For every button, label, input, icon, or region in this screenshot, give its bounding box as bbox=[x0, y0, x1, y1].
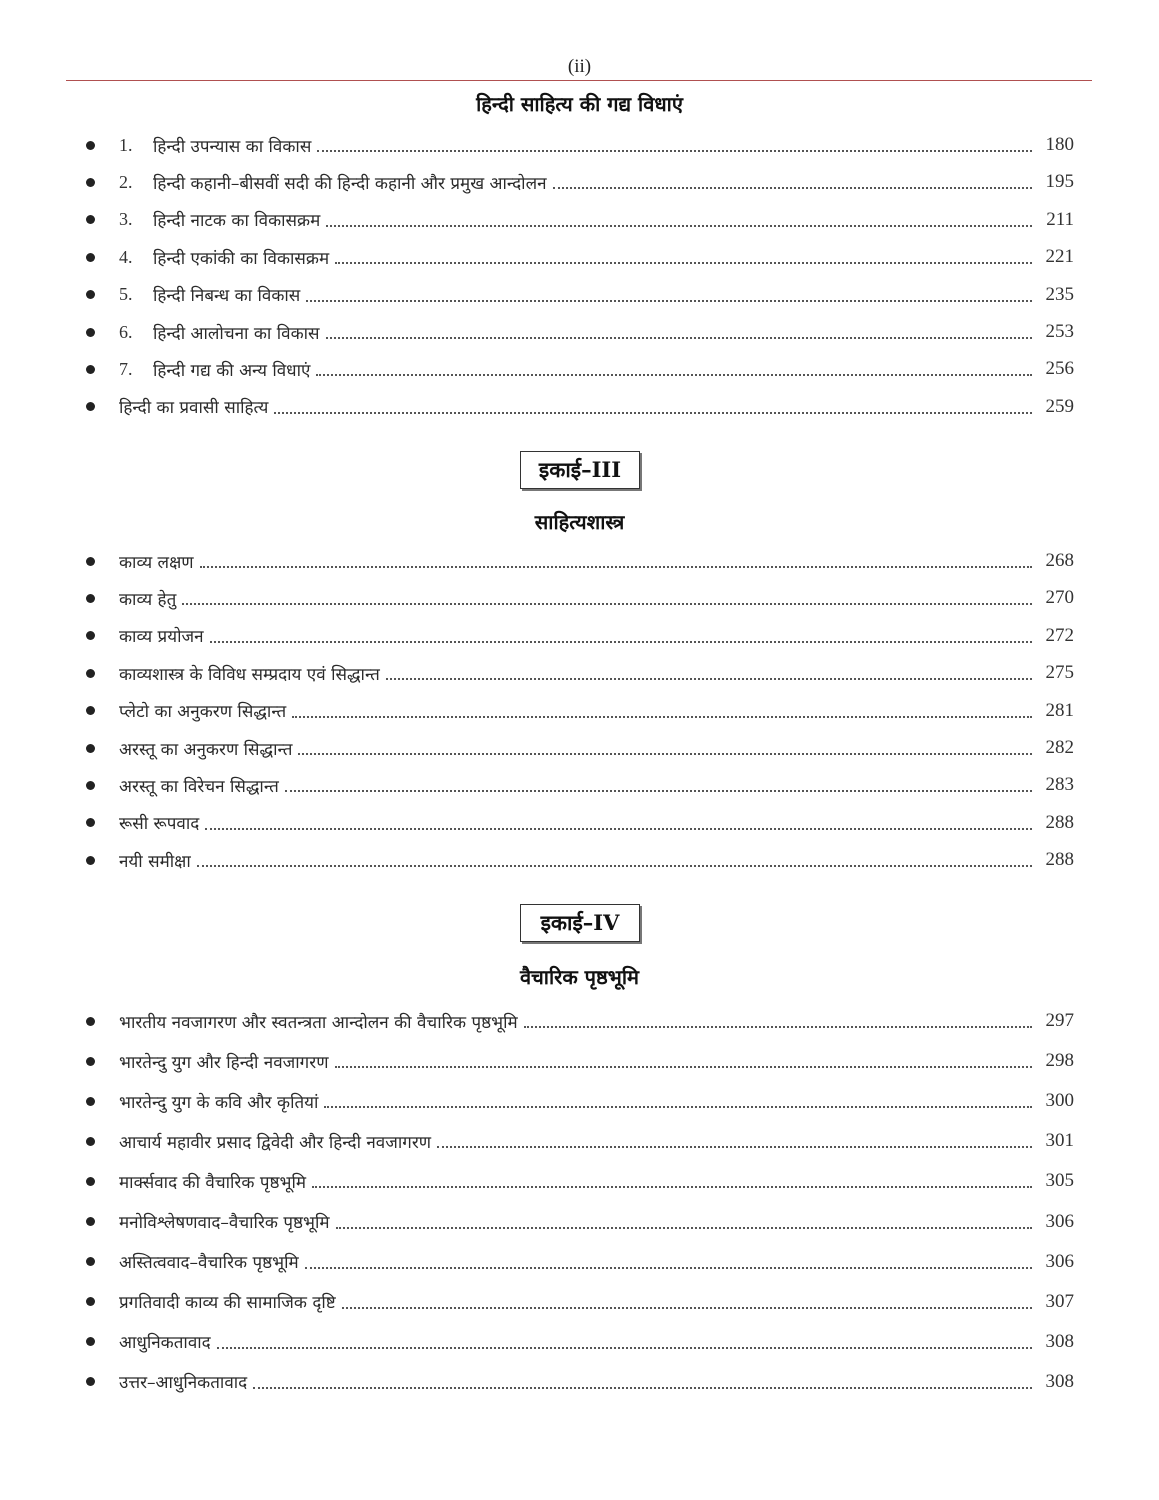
toc-entry[interactable] bbox=[80, 808, 1074, 838]
dot-leader bbox=[342, 1307, 1032, 1309]
entry-title: हिन्दी का प्रवासी साहित्य bbox=[119, 398, 269, 419]
dot-leader bbox=[305, 1267, 1032, 1269]
dot-leader bbox=[336, 1227, 1032, 1229]
entry-page-number: 253 bbox=[1045, 321, 1074, 342]
dot-leader bbox=[317, 150, 1032, 152]
dot-leader bbox=[312, 1186, 1032, 1188]
toc-entry[interactable] bbox=[80, 621, 1074, 651]
bullet-icon bbox=[86, 328, 95, 337]
bullet-icon bbox=[86, 1017, 95, 1026]
bullet-icon bbox=[86, 1297, 95, 1306]
entry-page-number: 259 bbox=[1045, 395, 1074, 417]
entry-page-number: 282 bbox=[1045, 737, 1074, 758]
dot-leader bbox=[298, 753, 1032, 755]
entry-page-number: 235 bbox=[1045, 283, 1074, 305]
entry-page-number: 308 bbox=[1045, 1330, 1074, 1352]
toc-entry[interactable] bbox=[80, 583, 1074, 613]
entry-title: काव्यशास्त्र के विविध सम्प्रदाय एवं सिद्धान्त bbox=[119, 664, 380, 685]
dot-leader bbox=[217, 1347, 1032, 1349]
toc-entry[interactable] bbox=[80, 1327, 1074, 1357]
dot-leader bbox=[326, 225, 1032, 227]
dot-leader bbox=[306, 300, 1032, 302]
bullet-icon bbox=[86, 781, 95, 790]
toc-entry[interactable] bbox=[80, 1207, 1074, 1237]
bullet-icon bbox=[86, 818, 95, 827]
entry-title: अस्तित्ववाद–वैचारिक पृष्ठभूमि bbox=[119, 1253, 299, 1274]
toc-entry[interactable] bbox=[80, 1006, 1074, 1036]
toc-entry[interactable] bbox=[80, 1247, 1074, 1277]
bullet-icon bbox=[86, 1097, 95, 1106]
toc-entry[interactable] bbox=[80, 1086, 1074, 1116]
section-title-prose-genres: हिन्दी साहित्य की गद्य विधाएं bbox=[476, 92, 683, 116]
entry-number: 3. bbox=[119, 209, 133, 230]
entry-title: अरस्तू का विरेचन सिद्धान्त bbox=[119, 776, 279, 797]
entry-number: 2. bbox=[119, 171, 133, 192]
entry-title: काव्य प्रयोजन bbox=[119, 627, 204, 648]
entry-title: हिन्दी गद्य की अन्य विधाएं bbox=[153, 360, 311, 381]
bullet-icon bbox=[86, 365, 95, 374]
bullet-icon bbox=[86, 1057, 95, 1066]
toc-entry[interactable] bbox=[80, 658, 1074, 688]
dot-leader bbox=[553, 187, 1032, 189]
entry-number: 5. bbox=[119, 284, 133, 305]
entry-page-number: 275 bbox=[1045, 662, 1074, 684]
bullet-icon bbox=[86, 744, 95, 753]
entry-title: रूसी रूपवाद bbox=[119, 814, 200, 835]
entry-page-number: 297 bbox=[1045, 1010, 1074, 1031]
toc-entry[interactable] bbox=[80, 1166, 1074, 1196]
bullet-icon bbox=[86, 1337, 95, 1346]
bullet-icon bbox=[86, 856, 95, 865]
page-number: (ii) bbox=[567, 56, 592, 77]
entry-title: भारतेन्दु युग और हिन्दी नवजागरण bbox=[119, 1052, 329, 1073]
toc-entry[interactable] bbox=[80, 167, 1074, 197]
entry-title: हिन्दी उपन्यास का विकास bbox=[153, 136, 312, 157]
dot-leader bbox=[182, 603, 1032, 605]
entry-title: मनोविश्लेषणवाद–वैचारिक पृष्ठभूमि bbox=[119, 1213, 330, 1233]
entry-number: 4. bbox=[119, 246, 133, 267]
entry-page-number: 305 bbox=[1045, 1170, 1074, 1192]
toc-entry[interactable] bbox=[80, 242, 1074, 272]
dot-leader bbox=[335, 262, 1032, 264]
dot-leader bbox=[200, 566, 1032, 568]
dot-leader bbox=[253, 1387, 1032, 1389]
entry-title: हिन्दी एकांकी का विकासक्रम bbox=[153, 248, 330, 269]
bullet-icon bbox=[86, 1217, 95, 1226]
bullet-icon bbox=[86, 141, 95, 150]
bullet-icon bbox=[86, 1177, 95, 1186]
toc-entry[interactable] bbox=[80, 733, 1074, 763]
entry-title: हिन्दी निबन्ध का विकास bbox=[153, 286, 301, 307]
section-title-poetics: साहित्यशास्त्र bbox=[534, 510, 625, 534]
bullet-icon bbox=[86, 1377, 95, 1386]
header-rule bbox=[66, 80, 1092, 81]
toc-entry[interactable] bbox=[80, 696, 1074, 726]
entry-page-number: 221 bbox=[1045, 246, 1074, 268]
toc-entry[interactable] bbox=[80, 205, 1074, 235]
entry-page-number: 283 bbox=[1045, 774, 1074, 796]
entry-page-number: 272 bbox=[1045, 624, 1074, 646]
entry-title: प्लेटो का अनुकरण सिद्धान्त bbox=[119, 702, 287, 723]
bullet-icon bbox=[86, 178, 95, 187]
toc-entry[interactable] bbox=[80, 1367, 1074, 1397]
entry-page-number: 195 bbox=[1045, 171, 1074, 193]
entry-title: आचार्य महावीर प्रसाद द्विवेदी और हिन्दी नवजागरण bbox=[119, 1132, 432, 1153]
toc-entry[interactable] bbox=[80, 1126, 1074, 1156]
entry-title: भारतीय नवजागरण और स्वतन्त्रता आन्दोलन की वैचारिक पृष्ठभूमि bbox=[119, 1012, 518, 1033]
bullet-icon bbox=[86, 1257, 95, 1266]
dot-leader bbox=[316, 374, 1032, 376]
entry-title: हिन्दी नाटक का विकासक्रम bbox=[153, 211, 321, 232]
toc-entry[interactable] bbox=[80, 546, 1074, 576]
dot-leader bbox=[335, 1066, 1033, 1068]
toc-entry[interactable] bbox=[80, 770, 1074, 800]
entry-title: काव्य हेतु bbox=[119, 589, 177, 610]
toc-entry[interactable] bbox=[80, 1046, 1074, 1076]
entry-title: काव्य लक्षण bbox=[119, 552, 194, 573]
entry-page-number: 270 bbox=[1045, 587, 1074, 609]
bullet-icon bbox=[86, 557, 95, 566]
toc-entry[interactable] bbox=[80, 130, 1074, 160]
entry-title: प्रगतिवादी काव्य की सामाजिक दृष्टि bbox=[119, 1293, 336, 1314]
bullet-icon bbox=[86, 631, 95, 640]
entry-title: नयी समीक्षा bbox=[119, 851, 191, 872]
entry-title: हिन्दी कहानी–बीसवीं सदी की हिन्दी कहानी और प्रमुख आन्दोलन bbox=[153, 173, 547, 194]
dot-leader bbox=[197, 865, 1032, 867]
bullet-icon bbox=[86, 253, 95, 262]
entry-title: भारतेन्दु युग के कवि और कृतियां bbox=[119, 1092, 319, 1113]
entry-page-number: 298 bbox=[1045, 1050, 1074, 1072]
bullet-icon bbox=[86, 1137, 95, 1146]
entry-page-number: 307 bbox=[1045, 1290, 1074, 1312]
toc-entry[interactable] bbox=[80, 1287, 1074, 1317]
entry-page-number: 301 bbox=[1045, 1130, 1074, 1152]
entry-title: उत्तर–आधुनिकतावाद bbox=[119, 1373, 248, 1394]
dot-leader bbox=[386, 678, 1032, 680]
unit-heading-iii: इकाई–III bbox=[520, 451, 640, 489]
entry-page-number: 300 bbox=[1045, 1090, 1074, 1112]
entry-page-number: 306 bbox=[1045, 1250, 1074, 1272]
entry-title: अरस्तू का अनुकरण सिद्धान्त bbox=[119, 739, 293, 760]
dot-leader bbox=[524, 1026, 1032, 1028]
dot-leader bbox=[324, 1106, 1032, 1108]
dot-leader bbox=[210, 641, 1032, 643]
dot-leader bbox=[292, 716, 1032, 718]
unit-heading-iv: इकाई–IV bbox=[520, 904, 640, 942]
entry-page-number: 306 bbox=[1045, 1210, 1074, 1232]
entry-number: 1. bbox=[119, 134, 133, 155]
toc-entry[interactable] bbox=[80, 317, 1074, 347]
bullet-icon bbox=[86, 290, 95, 299]
toc-entry[interactable] bbox=[80, 392, 1074, 422]
toc-entry[interactable] bbox=[80, 280, 1074, 310]
section-title-ideological-background: वैचारिक पृष्ठभूमि bbox=[519, 965, 640, 989]
entry-page-number: 281 bbox=[1045, 699, 1074, 721]
entry-page-number: 308 bbox=[1045, 1370, 1074, 1392]
toc-entry[interactable] bbox=[80, 845, 1074, 875]
bullet-icon bbox=[86, 594, 95, 603]
dot-leader bbox=[326, 337, 1032, 339]
toc-entry[interactable] bbox=[80, 354, 1074, 384]
entry-page-number: 288 bbox=[1045, 849, 1074, 871]
dot-leader bbox=[285, 790, 1032, 792]
entry-number: 7. bbox=[119, 358, 133, 379]
bullet-icon bbox=[86, 669, 95, 678]
entry-page-number: 256 bbox=[1045, 358, 1074, 380]
bullet-icon bbox=[86, 706, 95, 715]
dot-leader bbox=[274, 412, 1032, 414]
dot-leader bbox=[437, 1146, 1032, 1148]
entry-number: 6. bbox=[119, 321, 133, 342]
entry-page-number: 288 bbox=[1045, 811, 1074, 833]
bullet-icon bbox=[86, 215, 95, 224]
entry-page-number: 180 bbox=[1045, 134, 1074, 155]
entry-title: मार्क्सवाद की वैचारिक पृष्ठभूमि bbox=[119, 1172, 307, 1193]
entry-page-number: 211 bbox=[1046, 208, 1074, 230]
entry-title: हिन्दी आलोचना का विकास bbox=[153, 323, 320, 344]
bullet-icon bbox=[86, 402, 95, 411]
dot-leader bbox=[205, 828, 1032, 830]
entry-page-number: 268 bbox=[1045, 550, 1074, 571]
entry-title: आधुनिकतावाद bbox=[119, 1333, 211, 1354]
